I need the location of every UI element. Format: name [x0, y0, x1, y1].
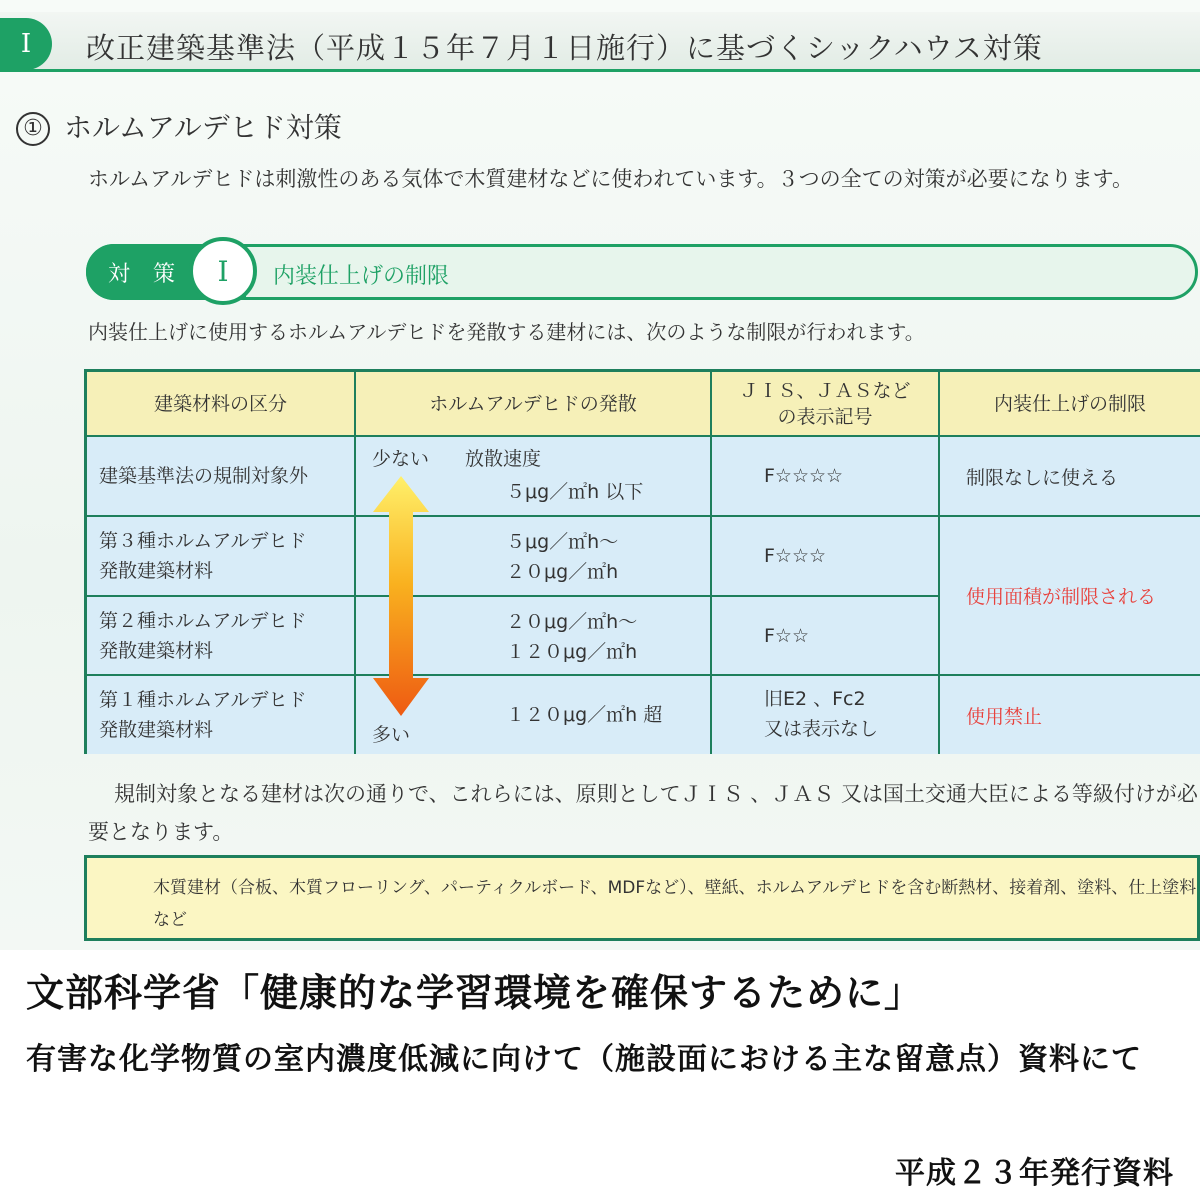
- intro-paragraph: ホルムアルデヒドは刺激性のある気体で木質建材などに使われています。３つの全ての対策が必要になります。: [88, 167, 1133, 191]
- table-row-mark: F☆☆☆: [712, 517, 940, 597]
- measure-label: 内装仕上げの制限: [273, 264, 450, 289]
- speed-label: 放散速度: [465, 448, 542, 470]
- lead-text: 内装仕上げに使用するホルムアルデヒドを発散する建材には、次のような制限が行われます。: [88, 320, 925, 344]
- measure-tag: 対 策: [86, 244, 246, 300]
- chapter-badge: I: [0, 18, 52, 70]
- materials-note: 木質建材（合板、木質フローリング、パーティクルボード、MDFなど）、壁紙、ホルムアルデヒドを含む断熱材、接着剤、塗料、仕上塗料など: [84, 855, 1200, 941]
- table-header: ＪＩＳ、ＪＡＳなど の表示記号: [712, 372, 940, 437]
- measure-roman-badge: I: [189, 237, 257, 305]
- table-row-category: 第２種ホルムアルデヒド 発散建築材料: [87, 597, 356, 676]
- table-row-mark: 旧E2 、Fc2 又は表示なし: [712, 676, 940, 754]
- table-header: [356, 372, 712, 437]
- follow-paragraph: 規制対象となる建材は次の通りで、これらには、原則としてＪＩＳ 、ＪＡＳ 又は国土交通大臣による等級付けが必要となります。: [88, 782, 1198, 844]
- header-text: 建築材料の区分: [153, 392, 287, 415]
- caption-source: 文部科学省「健康的な学習環境を確保するために」: [26, 971, 924, 1015]
- table-row-mark: F☆☆☆☆: [712, 437, 940, 517]
- table-row-limit: 使用面積が制限される: [940, 517, 1200, 676]
- section-number: ①: [16, 112, 50, 146]
- restriction-table: [84, 369, 1200, 754]
- caption-description: 有害な化学物質の室内濃度低減に向けて（施設面における主な留意点）資料にて: [26, 1042, 1142, 1077]
- section-heading: [16, 106, 342, 146]
- section-title: ホルムアルデヒド対策: [64, 111, 342, 144]
- table-row-category: 建築基準法の規制対象外: [87, 437, 356, 517]
- table-row-limit: 制限なしに使える: [940, 437, 1200, 517]
- table-header: [940, 372, 1200, 437]
- emission-value: ２０μg／㎡h～ １２０μg／㎡h: [506, 611, 638, 663]
- arrow-top-label: 少ない: [372, 448, 430, 470]
- arrow-bottom-label: 多い: [372, 724, 411, 746]
- header-text: ホルムアルデヒドの発散: [429, 392, 637, 415]
- table-row-category: 第１種ホルムアルデヒド 発散建築材料: [87, 676, 356, 754]
- table-row-mark: F☆☆: [712, 597, 940, 676]
- table-row-limit: 使用禁止: [940, 676, 1200, 754]
- table-row-category: 第３種ホルムアルデヒド 発散建築材料: [87, 517, 356, 597]
- header-text: 内装仕上げの制限: [993, 392, 1146, 415]
- emission-value: ５μg／㎡h～ ２０μg／㎡h: [506, 531, 619, 583]
- chapter-header: [0, 12, 1200, 72]
- measure-banner: [86, 244, 1198, 300]
- caption-year: 平成２３年発行資料: [895, 1156, 1174, 1191]
- emission-arrow-icon: [369, 472, 433, 720]
- emission-value: １２０μg／㎡h 超: [506, 704, 663, 726]
- chapter-title: 改正建築基準法（平成１５年７月１日施行）に基づくシックハウス対策: [86, 31, 1043, 65]
- table-header: [87, 372, 356, 437]
- emission-value: ５μg／㎡h 以下: [506, 481, 644, 503]
